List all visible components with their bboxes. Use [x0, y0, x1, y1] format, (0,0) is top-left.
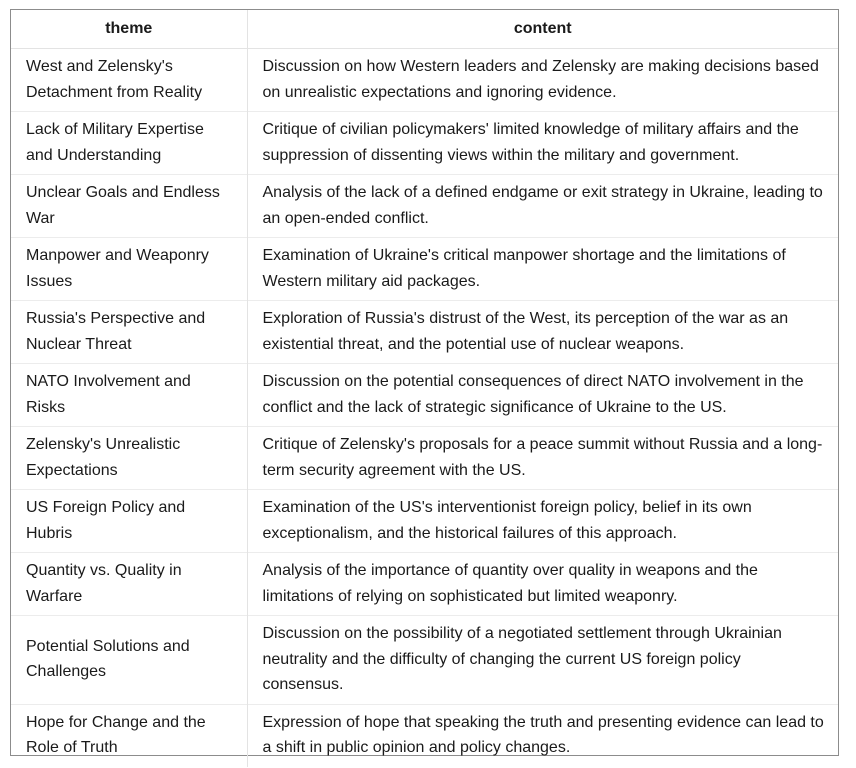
themes-table-container: [10, 9, 839, 756]
table-row: [11, 49, 838, 112]
table-row: [11, 301, 838, 364]
content-cell: Discussion on the possibility of a negotiated settlement through Ukrainian neutrality and the difficulty of changing the current US foreign policy consensus.: [247, 616, 838, 705]
content-column-header: content: [247, 10, 838, 49]
table-row: [11, 175, 838, 238]
theme-cell: Russia's Perspective and Nuclear Threat: [11, 301, 247, 364]
content-cell: Critique of Zelensky's proposals for a peace summit without Russia and a long-term security agreement with the US.: [247, 427, 838, 490]
content-cell: Discussion on how Western leaders and Zelensky are making decisions based on unrealistic expectations and ignoring evidence.: [247, 49, 838, 112]
content-cell: Expression of hope that speaking the truth and presenting evidence can lead to a shift in public opinion and policy changes.: [247, 704, 838, 767]
content-cell: Analysis of the importance of quantity over quality in weapons and the limitations of relying on sophisticated but limited weaponry.: [247, 553, 838, 616]
theme-column-header: theme: [11, 10, 247, 49]
content-cell: Discussion on the potential consequences of direct NATO involvement in the conflict and the lack of strategic significance of Ukraine to the US.: [247, 364, 838, 427]
theme-cell: Lack of Military Expertise and Understanding: [11, 112, 247, 175]
content-cell: Examination of Ukraine's critical manpower shortage and the limitations of Western military aid packages.: [247, 238, 838, 301]
content-cell: Examination of the US's interventionist foreign policy, belief in its own exceptionalism, and the historical failures of this approach.: [247, 490, 838, 553]
header-row: [11, 10, 838, 49]
theme-cell: NATO Involvement and Risks: [11, 364, 247, 427]
theme-cell: Potential Solutions and Challenges: [11, 616, 247, 705]
table-row: [11, 364, 838, 427]
theme-cell: US Foreign Policy and Hubris: [11, 490, 247, 553]
table-row: [11, 112, 838, 175]
theme-cell: West and Zelensky's Detachment from Reality: [26, 58, 203, 101]
content-cell: Critique of civilian policymakers' limited knowledge of military affairs and the suppression of dissenting views within the military and government.: [247, 112, 838, 175]
content-cell: Analysis of the lack of a defined endgame or exit strategy in Ukraine, leading to an open-ended conflict.: [247, 175, 838, 238]
table-row: [11, 490, 838, 553]
theme-cell: Hope for Change and the Role of Truth: [11, 704, 247, 767]
themes-table: [11, 10, 838, 767]
table-row: [11, 427, 838, 490]
theme-cell: Unclear Goals and Endless War: [11, 175, 247, 238]
content-cell: Exploration of Russia's distrust of the West, its perception of the war as an existential threat, and the potential use of nuclear weapons.: [247, 301, 838, 364]
table-row: [11, 553, 838, 616]
table-row: [11, 616, 838, 705]
theme-cell: Manpower and Weaponry Issues: [11, 238, 247, 301]
theme-cell: Quantity vs. Quality in Warfare: [11, 553, 247, 616]
theme-cell: Zelensky's Unrealistic Expectations: [11, 427, 247, 490]
table-row: [11, 238, 838, 301]
table-row: [11, 704, 838, 767]
